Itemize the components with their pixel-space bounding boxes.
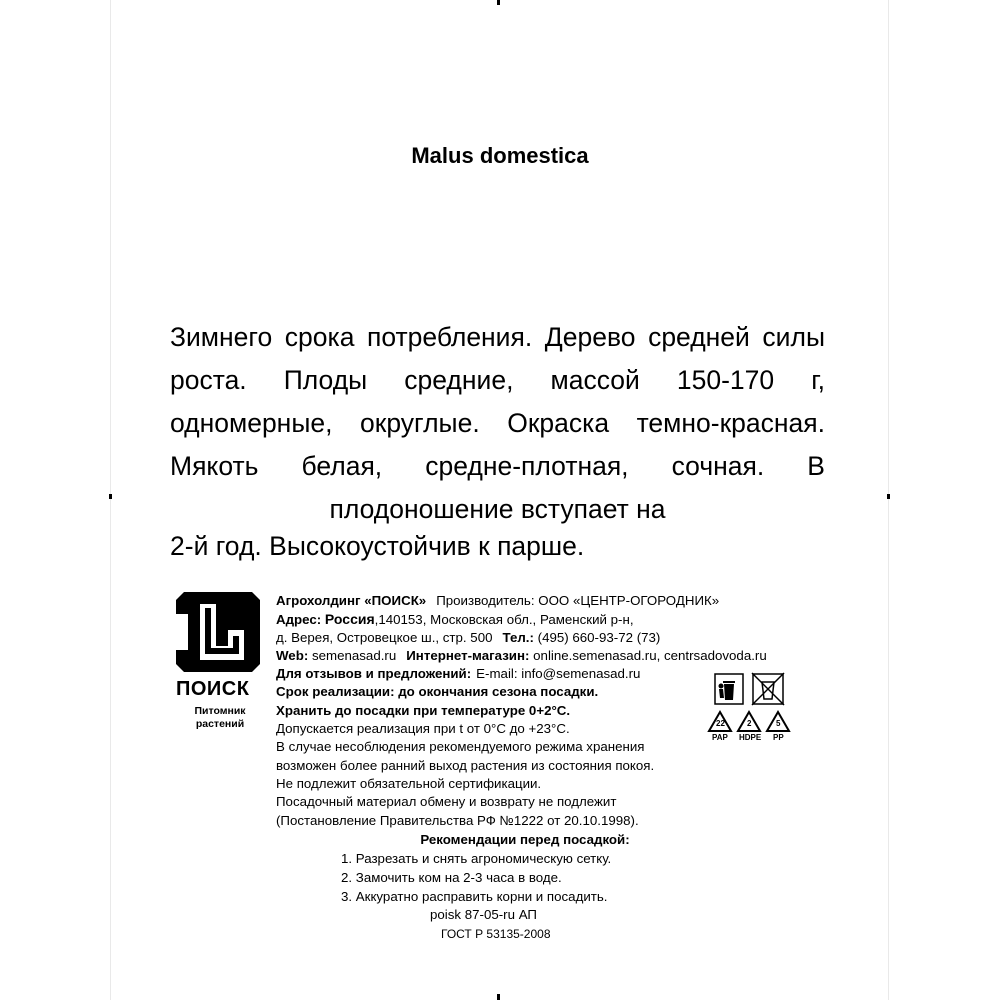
description-text: Зимнего срока потребления. Дерево средней силы роста. Плоды средние, массой 150-170 г, одномерные, округлые. Окраска темно-красная. Мякоть белая, средне-плотная, сочная. В плодоношение вступает на bbox=[170, 322, 825, 524]
logo-subtitle bbox=[176, 705, 264, 731]
recommendations-title: Рекомендации перед посадкой: bbox=[420, 832, 630, 847]
description-last-line: 2-й год. Высокоустойчив к парше. bbox=[170, 531, 585, 561]
return-line2: (Постановление Правительства РФ №1222 от 20.10.1998). bbox=[276, 812, 639, 828]
address-line2: д. Верея, Островецкое ш., стр. 500 bbox=[276, 629, 493, 645]
warning-line2: возможен более ранний выход растения из состояния покоя. bbox=[276, 757, 655, 773]
recycle-number-3: 5 bbox=[776, 719, 781, 728]
address-label: Адрес: bbox=[276, 612, 322, 628]
recycle-number-2: 2 bbox=[747, 719, 752, 728]
top-crop-mark bbox=[497, 0, 500, 5]
shop-links[interactable]: online.semenasad.ru, centrsadovoda.ru bbox=[533, 647, 767, 663]
certification: Не подлежит обязательной сертификации. bbox=[276, 775, 542, 791]
company-name: Агрохолдинг «ПОИСК» bbox=[276, 593, 427, 608]
return-line1: Посадочный материал обмену и возврату не подлежит bbox=[276, 794, 617, 810]
planting-recommendations bbox=[0, 831, 1000, 904]
storage-allowed: Допускается реализация при t от 0°С до +23°С. bbox=[276, 721, 570, 737]
right-crop-mark bbox=[887, 494, 890, 499]
logo-subtitle-line2: растений bbox=[195, 718, 245, 730]
web-label: Web: bbox=[276, 647, 309, 663]
logo-name: ПОИСК bbox=[176, 678, 250, 700]
bin-icon bbox=[715, 674, 743, 704]
poisk-logo-icon bbox=[174, 590, 264, 674]
recycle-number-1: 22 bbox=[716, 719, 725, 728]
address-country: Россия bbox=[324, 611, 375, 628]
crossed-bin-icon bbox=[752, 673, 784, 705]
packaging-symbols bbox=[705, 672, 805, 752]
email[interactable]: E-mail: info@semenasad.ru bbox=[476, 666, 641, 682]
storage: Хранить до посадки при температуре 0+2°С. bbox=[276, 702, 571, 718]
species-title: Malus domestica bbox=[411, 143, 589, 168]
list-item: 1. Разрезать и снять агрономическую сетку. bbox=[341, 851, 612, 866]
address-rest: ,140153, Московская обл., Раменский р-н, bbox=[374, 612, 634, 628]
recycle-label-hdpe: HDPE bbox=[739, 733, 762, 742]
bottom-crop-mark bbox=[497, 994, 500, 1000]
recommendations-list bbox=[341, 850, 611, 906]
left-crop-mark bbox=[109, 494, 112, 499]
web-link[interactable]: semenasad.ru bbox=[311, 647, 397, 663]
feedback-label: Для отзывов и предложений: bbox=[276, 666, 472, 682]
warning-line1: В случае несоблюдения рекомендуемого режима хранения bbox=[276, 739, 645, 755]
logo-subtitle-line1: Питомник bbox=[194, 705, 246, 717]
list-item: 2. Замочить ком на 2-3 часа в воде. bbox=[341, 869, 562, 885]
shop-label: Интернет-магазин: bbox=[406, 647, 530, 663]
recycle-label-pp: PP bbox=[773, 733, 784, 742]
list-item: 3. Аккуратно расправить корни и посадить. bbox=[341, 888, 608, 904]
gost-standard: ГОСТ Р 53135-2008 bbox=[441, 927, 551, 941]
shelf-life: Срок реализации: до окончания сезона посадки. bbox=[276, 684, 599, 700]
recycle-label-pap: PAP bbox=[712, 733, 728, 742]
producer: Производитель: ООО «ЦЕНТР-ОГОРОДНИК» bbox=[436, 593, 720, 608]
phone-label: Тел.: bbox=[502, 629, 534, 645]
product-code: poisk 87-05-ru АП bbox=[430, 907, 537, 922]
phone: (495) 660-93-72 (73) bbox=[537, 629, 661, 645]
